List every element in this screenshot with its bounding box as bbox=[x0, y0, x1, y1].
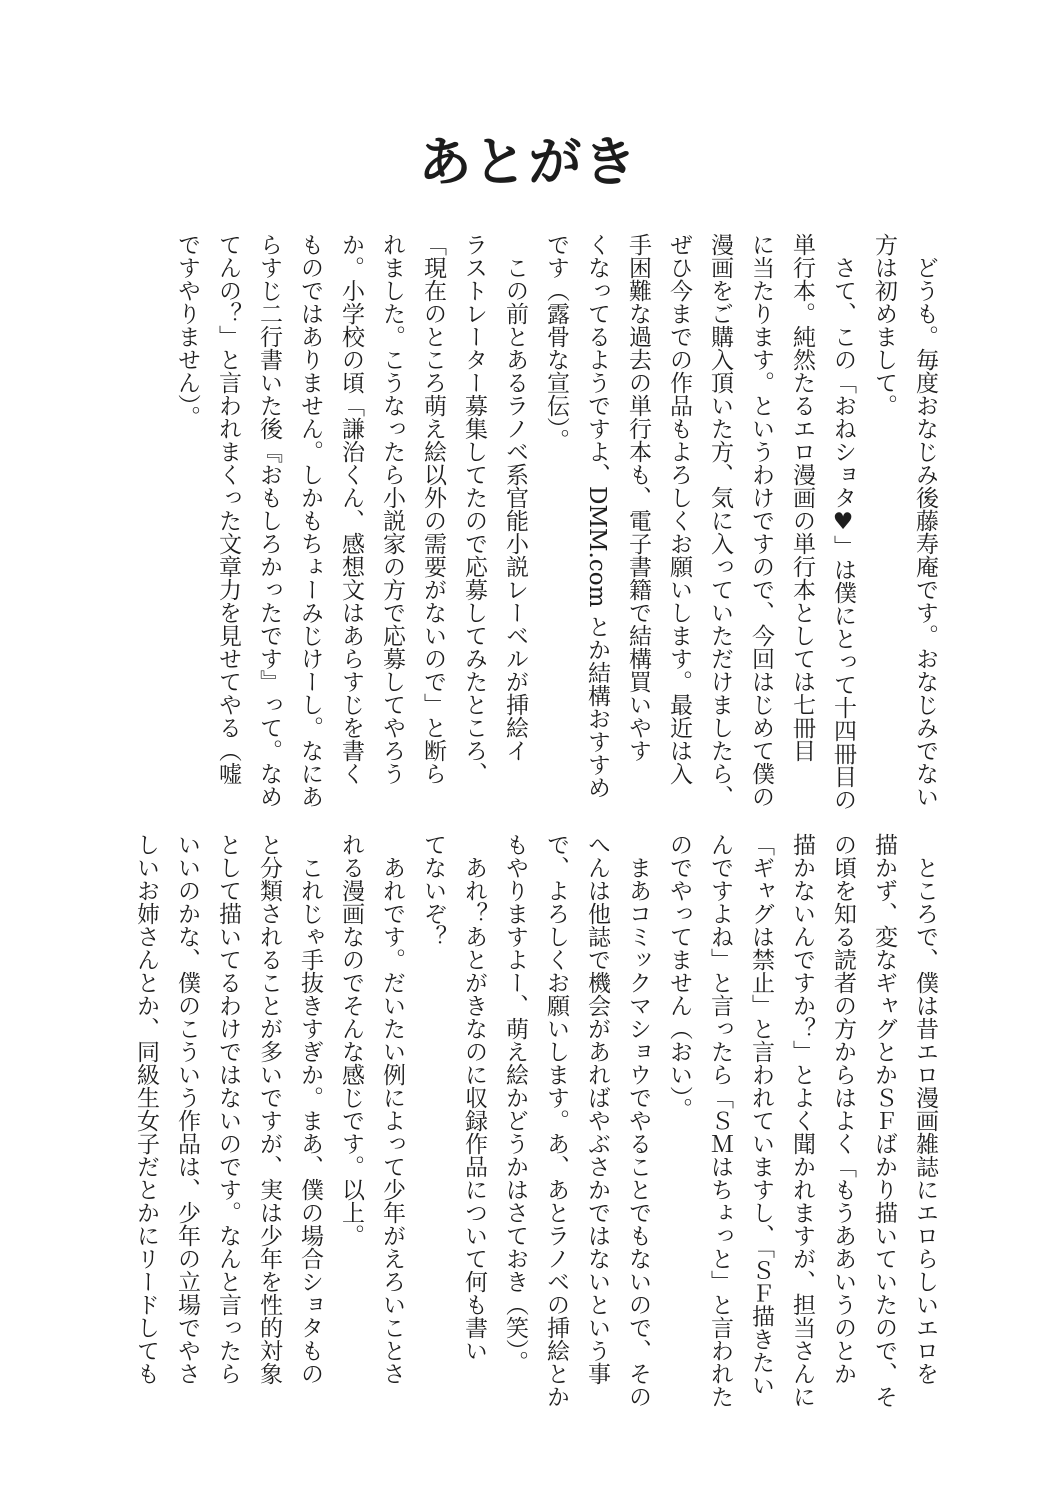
text-column: 描かないんですか？」とよく聞かれますが、担当さんに bbox=[789, 833, 815, 1408]
text-column: さて、この「おねショタ♥」は僕にとって十四冊目の bbox=[830, 256, 856, 811]
text-column: くなってるようですよ、DMM.com とか結構おすすめ bbox=[584, 233, 610, 799]
text-column: に当たります。というわけですので、今回はじめて僕の bbox=[748, 233, 774, 808]
text-column: ものではありません。しかもちょーみじけーし。なにあ bbox=[297, 233, 323, 808]
text-column: てないぞ？ bbox=[420, 833, 446, 948]
text-column: まあコミックマショウでやることでもないので、その bbox=[625, 856, 651, 1408]
text-column: れました。こうなったら小説家の方で応募してやろう bbox=[379, 233, 405, 785]
text-column: か。小学校の頃「謙治くん、感想文はあらすじを書く bbox=[338, 233, 364, 785]
text-column: の頃を知る読者の方からはよく「もうああいうのとか bbox=[830, 833, 856, 1385]
text-column: 「ギャグは禁止」と言われていますし、「ＳＦ描きたい bbox=[748, 833, 774, 1397]
text-column: 「現在のところ萌え絵以外の需要がないので」と断ら bbox=[420, 233, 446, 785]
text-column: あれ？あとがきなのに収録作品について何も書い bbox=[461, 856, 487, 1362]
text-column: で、よろしくお願いします。あ、あとラノベの挿絵とか bbox=[543, 833, 569, 1408]
text-column: いいのかな、僕のこういう作品は、少年の立場でやさ bbox=[174, 833, 200, 1385]
text-column: 漫画をご購入頂いた方、気に入っていただけましたら、 bbox=[707, 233, 733, 808]
text-column: のでやってません（おい）。 bbox=[666, 833, 692, 1121]
text-column: ですやりません）。 bbox=[174, 233, 200, 429]
text-column: 手困難な過去の単行本も、電子書籍で結構買いやす bbox=[625, 233, 651, 762]
text-column: この前とあるラノベ系官能小説レーベルが挿絵イ bbox=[502, 256, 528, 762]
page-title: あとがき bbox=[418, 132, 639, 193]
text-column: 単行本。純然たるエロ漫画の単行本としては七冊目 bbox=[789, 233, 815, 762]
text-column: ぜひ今までの作品もよろしくお願いします。最近は入 bbox=[666, 233, 692, 785]
text-column: へんは他誌で機会があればやぶさかではないという事 bbox=[584, 833, 610, 1385]
text-column: てんの？」と言われまくった文章力を見せてやる（嘘 bbox=[215, 233, 241, 785]
text-column: これじゃ手抜きすぎか。まあ、僕の場合ショタもの bbox=[297, 856, 323, 1385]
afterword-text-block-top bbox=[166, 233, 945, 811]
text-column: もやりますよー、萌え絵かどうかはさておき（笑）。 bbox=[502, 833, 528, 1374]
text-column: ところで、僕は昔エロ漫画雑誌にエロらしいエロを bbox=[912, 856, 938, 1385]
text-column: どうも。毎度おなじみ後藤寿庵です。おなじみでない bbox=[912, 256, 938, 808]
text-column: あれです。だいたい例によって少年がえろいことさ bbox=[379, 856, 405, 1385]
text-column: として描いてるわけではないのです。なんと言ったら bbox=[215, 833, 241, 1385]
text-column: 描かず、変なギャグとかＳＦばかり描いていたので、そ bbox=[871, 833, 897, 1408]
text-column: んですよね」と言ったら「ＳＭはちょっと」と言われた bbox=[707, 833, 733, 1408]
text-column: ラストレーター募集してたので応募してみたところ、 bbox=[461, 233, 487, 785]
text-column: らすじ二行書いた後『おもしろかったです』って。なめ bbox=[256, 233, 282, 808]
text-column: と分類されることが多いですが、実は少年を性的対象 bbox=[256, 833, 282, 1385]
text-column: 方は初めまして。 bbox=[871, 233, 897, 417]
afterword-text-block-bottom bbox=[125, 833, 945, 1411]
text-column: しいお姉さんとか、同級生女子だとかにリードしても bbox=[133, 833, 159, 1385]
text-column: れる漫画なのでそんな感じです。以上。 bbox=[338, 833, 364, 1247]
text-column: です（露骨な宣伝）。 bbox=[543, 233, 569, 452]
